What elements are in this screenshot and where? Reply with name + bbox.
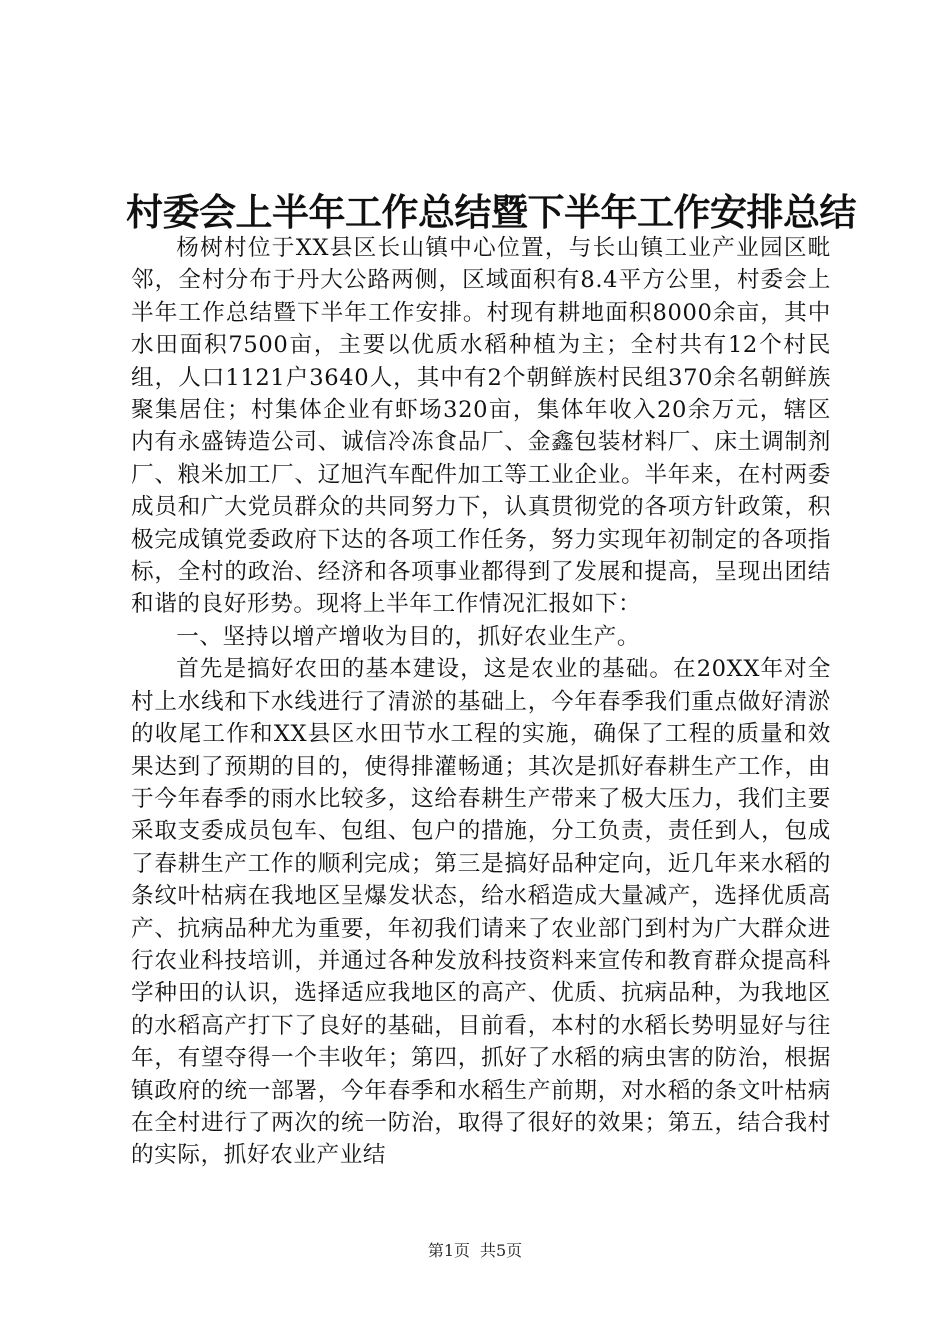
intro-paragraph: 杨树村位于XX县区长山镇中心位置，与长山镇工业产业园区毗邻，全村分布于丹大公路两侧，区域面积有8.4平方公里，村委会上半年工作总结暨下半年工作安排。村现有耕地面积8000余亩，其中水田面积7500亩，主要以优质水稻种植为主；全村共有12个村民组，人口1121户3640人，其中有2个朝鲜族村民组370余名朝鲜族聚集居住；村集体企业有虾场320亩，集体年收入20余万元，辖区内有永盛铸造公司、诚信冷冻食品厂、金鑫包装材料厂、床土调制剂厂、粮米加工厂、辽旭汽车配件加工等工业企业。半年来，在村两委成员和广大党员群众的共同努力下，认真贯彻党的各项方针政策，积极完成镇党委政府下达的各项工作任务，努力实现年初制定的各项指标，全村的政治、经济和各项事业都得到了发展和提高，呈现出团结和谐的良好形势。现将上半年工作情况汇报如下： — [131, 235, 831, 618]
section-heading: 一、坚持以增产增收为目的，抓好农业生产。 — [176, 623, 641, 650]
document-body — [131, 232, 831, 1172]
page-footer — [0, 1240, 950, 1262]
page-total: 共5页 — [480, 1241, 523, 1260]
page-number: 第1页 — [427, 1241, 470, 1260]
page-title: 村委会上半年工作总结暨下半年工作安排总结 — [126, 190, 856, 234]
section-paragraph: 首先是搞好农田的基本建设，这是农业的基础。在20XX年对全村上水线和下水线进行了清淤的基础上，今年春季我们重点做好清淤的收尾工作和XX县区水田节水工程的实施，确保了工程的质量和效果达到了预期的目的，使得排灌畅通；其次是抓好春耕生产工作，由于今年春季的雨水比较多，这给春耕生产带来了极大压力，我们主要采取支委成员包车、包组、包户的措施，分工负责，责任到人，包成了春耕生产工作的顺利完成；第三是搞好品种定向，近几年来水稻的条纹叶枯病在我地区呈爆发状态，给水稻造成大量减产，选择优质高产、抗病品种尤为重要，年初我们请来了农业部门到村为广大群众进行农业科技培训，并通过各种发放科技资料来宣传和教育群众提高科学种田的认识，选择适应我地区的高产、优质、抗病品种，为我地区的水稻高产打下了良好的基础，目前看，本村的水稻长势明显好与往年，有望夺得一个丰收年；第四，抓好了水稻的病虫害的防治，根据镇政府的统一部署，今年春季和水稻生产前期，对水稻的条文叶枯病在全村进行了两次的统一防治，取得了很好的效果；第五，结合我村的实际，抓好农业产业结 — [131, 656, 831, 1169]
